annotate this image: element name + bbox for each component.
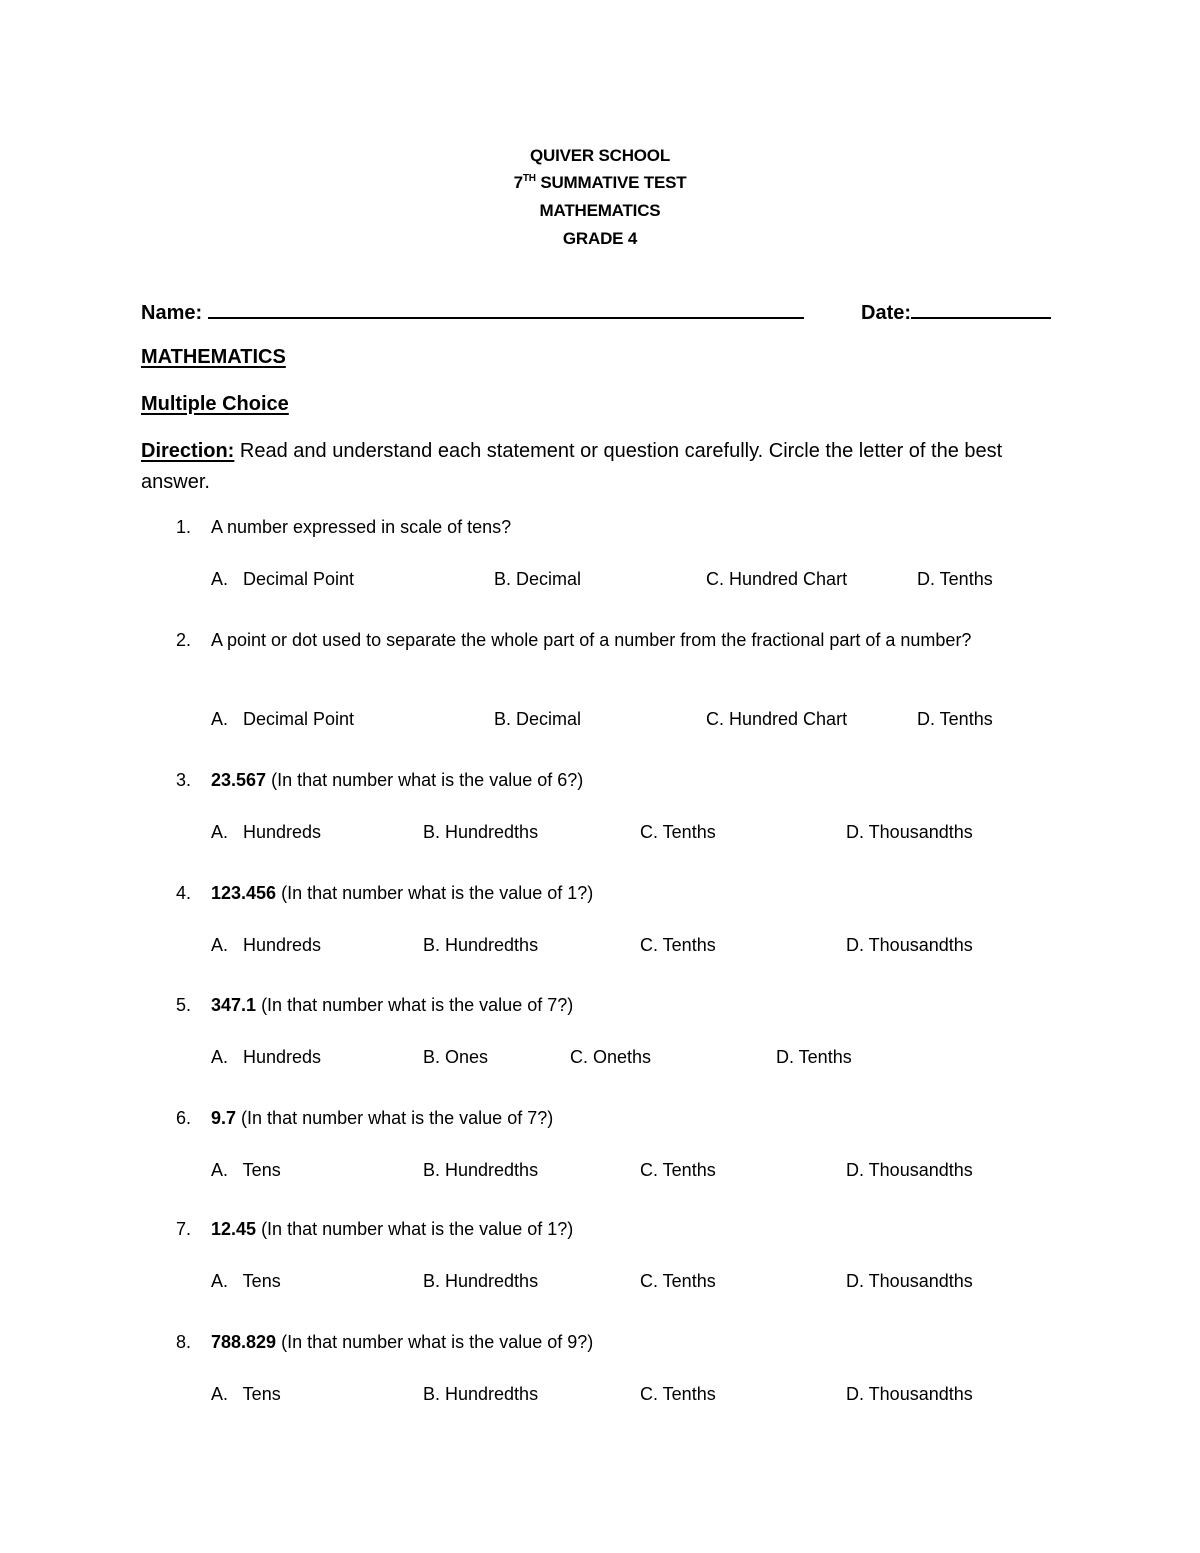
answer-option[interactable]: A. Tens [211,1271,281,1291]
question-number-value: 788.829 [211,1332,277,1352]
question-text [211,1104,1011,1132]
answer-option[interactable]: A. Tens [211,1384,281,1404]
answer-option[interactable]: C. Tenths [640,1271,716,1291]
answer-option[interactable]: B. Hundredths [423,935,539,955]
answer-option[interactable]: B. Hundredths [423,822,539,842]
answer-option[interactable]: A. Tens [211,1160,281,1180]
section-title: MATHEMATICS [141,346,286,368]
question-text [211,1215,1011,1243]
name-blank-line[interactable] [208,299,804,319]
question-number-value: 12.45 [211,1219,257,1239]
question-prompt: (In that number what is the value of 7?) [261,995,574,1015]
answer-option[interactable]: B. Hundredths [423,1160,539,1180]
answer-option[interactable]: A. Hundreds [211,935,322,955]
name-field[interactable] [141,299,804,325]
question-prompt: (In that number what is the value of 1?) [261,1219,574,1239]
date-blank-line[interactable] [911,299,1051,319]
answer-option[interactable]: B. Decimal [494,709,582,729]
answer-option[interactable]: B. Hundredths [423,1271,539,1291]
answer-option[interactable]: C. Hundred Chart [706,569,848,589]
question-prompt: (In that number what is the value of 9?) [281,1332,594,1352]
test-number: 7 [513,173,523,192]
question-number: 4. [176,883,192,903]
question-text [211,1328,1011,1356]
answer-option[interactable]: A. Decimal Point [211,569,355,589]
answer-option[interactable]: A. Decimal Point [211,709,355,729]
date-label: Date: [861,302,912,324]
date-field[interactable] [861,299,1051,325]
question-prompt: (In that number what is the value of 1?) [281,883,594,903]
question-text [211,991,1011,1019]
direction-paragraph [141,436,1041,498]
question-prompt: (In that number what is the value of 7?) [241,1108,554,1128]
section-subtitle: Multiple Choice [141,393,289,415]
question-text [211,626,1011,654]
answer-option[interactable]: C. Tenths [640,1384,716,1404]
answer-option[interactable]: C. Tenths [640,822,716,842]
answer-option[interactable]: B. Hundredths [423,1384,539,1404]
question-prompt: A number expressed in scale of tens? [211,517,512,537]
answer-option[interactable]: D. Thousandths [846,1271,973,1291]
direction-label: Direction: [141,440,235,462]
subject-title: MATHEMATICS [539,201,661,220]
answer-option[interactable]: A. Hundreds [211,1047,322,1067]
question-number: 8. [176,1332,192,1352]
direction-text: Read and understand each statement or question carefully. Circle the letter of the best answer. [141,440,1003,493]
question-text [211,513,1011,541]
answer-option[interactable]: D. Tenths [776,1047,852,1067]
answer-option[interactable]: C. Tenths [640,935,716,955]
answer-option[interactable]: C. Tenths [640,1160,716,1180]
question-prompt: (In that number what is the value of 6?) [271,770,584,790]
answer-option[interactable]: D. Thousandths [846,1160,973,1180]
answer-option[interactable]: D. Tenths [917,569,993,589]
name-label: Name: [141,302,203,324]
question-number-value: 347.1 [211,995,257,1015]
answer-option[interactable]: A. Hundreds [211,822,322,842]
question-text [211,766,1011,794]
answer-option[interactable]: D. Tenths [917,709,993,729]
question-number-value: 9.7 [211,1108,237,1128]
question-number-value: 123.456 [211,883,277,903]
question-text [211,879,1011,907]
question-number: 3. [176,770,192,790]
school-name: QUIVER SCHOOL [529,146,671,165]
answer-option[interactable]: B. Decimal [494,569,582,589]
question-number: 5. [176,995,192,1015]
test-name: SUMMATIVE TEST [540,173,687,192]
answer-option[interactable]: D. Thousandths [846,935,973,955]
question-number: 1. [176,517,192,537]
question-number: 7. [176,1219,192,1239]
question-prompt: A point or dot used to separate the whole part of a number from the fractional part of a number? [211,630,972,650]
answer-option[interactable]: B. Ones [423,1047,489,1067]
answer-option[interactable]: C. Hundred Chart [706,709,848,729]
question-number: 2. [176,630,192,650]
grade-title: GRADE 4 [562,229,638,248]
question-number-value: 23.567 [211,770,267,790]
test-number-suffix: TH [522,173,536,184]
answer-option[interactable]: D. Thousandths [846,1384,973,1404]
question-number: 6. [176,1108,192,1128]
answer-option[interactable]: D. Thousandths [846,822,973,842]
test-title [0,173,1200,193]
answer-option[interactable]: C. Oneths [570,1047,652,1067]
